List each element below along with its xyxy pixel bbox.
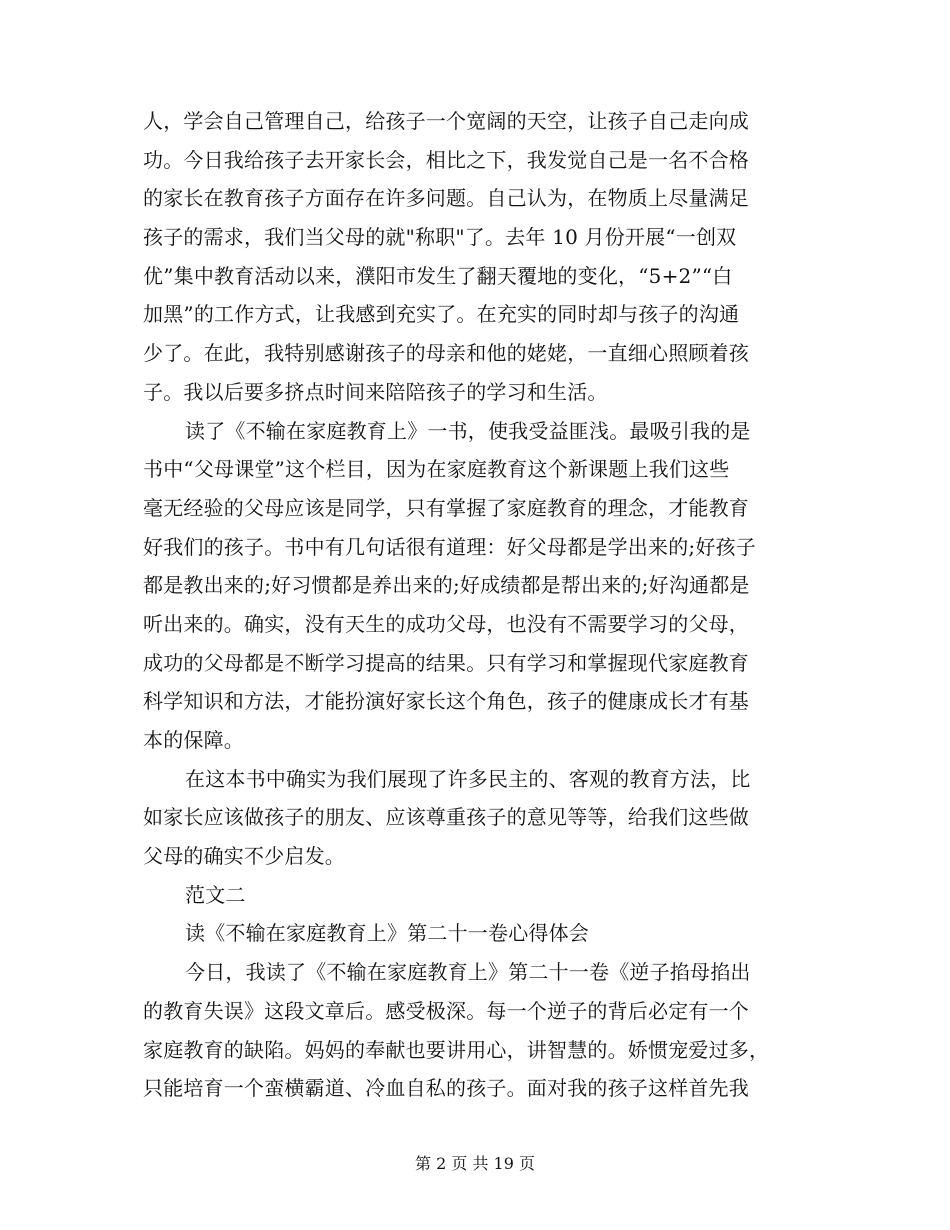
text-line: 今日，我读了《不输在家庭教育上》第二十一卷《逆子掐母掐出: [185, 960, 751, 985]
text-line: 都是教出来的;好习惯都是养出来的;好成绩都是帮出来的;好沟通都是: [143, 573, 750, 598]
text-line: 好我们的孩子。书中有几句话很有道理：好父母都是学出来的;好孩子: [143, 534, 756, 559]
text-line: 读《不输在家庭教育上》第二十一卷心得体会: [185, 921, 589, 946]
text-line: 书中“父母课堂”这个栏目，因为在家庭教育这个新课题上我们这些: [143, 457, 730, 482]
text-line: 如家长应该做孩子的朋友、应该尊重孩子的意见等等，给我们这些做: [143, 805, 749, 830]
text-line: 范文二: [185, 882, 246, 907]
text-line: 成功的父母都是不断学习提高的结果。只有学习和掌握现代家庭教育: [143, 650, 749, 675]
text-line: 父母的确实不少启发。: [143, 844, 345, 869]
document-body: [143, 102, 808, 1108]
text-line: 少了。在此，我特别感谢孩子的母亲和他的姥姥，一直细心照顾着孩: [143, 341, 749, 366]
text-line: 本的保障。: [143, 728, 244, 752]
text-line: 毫无经验的父母应该是同学，只有掌握了家庭教育的理念，才能教育: [143, 495, 749, 520]
text-line: 加黑”的工作方式，让我感到充实了。在充实的同时却与孩子的沟通: [143, 302, 740, 327]
text-line: 听出来的。确实，没有天生的成功父母，也没有不需要学习的父母，: [143, 611, 749, 636]
text-line: 只能培育一个蛮横霸道、冷血自私的孩子。面对我的孩子这样首先我: [143, 1076, 749, 1101]
text-line: 家庭教育的缺陷。妈妈的奉献也要讲用心，讲智慧的。娇惯宠爱过多，: [143, 1037, 770, 1062]
text-line: 优”集中教育活动以来，濮阳市发生了翻天覆地的变化，“5+2”“白: [143, 263, 733, 288]
text-line: 孩子的需求，我们当父母的就"称职"了。去年 10 月份开展“一创双: [143, 225, 737, 250]
text-line: 子。我以后要多挤点时间来陪陪孩子的学习和生活。: [143, 379, 608, 404]
text-line: 人，学会自己管理自己，给孩子一个宽阔的天空，让孩子自己走向成: [143, 109, 749, 133]
text-line: 的教育失误》这段文章后。感受极深。每一个逆子的背后必定有一个: [143, 998, 749, 1023]
text-line: 在这本书中确实为我们展现了许多民主的、客观的教育方法，比: [185, 766, 751, 791]
text-line: 科学知识和方法，才能扮演好家长这个角色，孩子的健康成长才有基: [143, 689, 749, 714]
text-line: 读了《不输在家庭教育上》一书，使我受益匪浅。最吸引我的是: [185, 418, 751, 443]
page-footer: 第 2 页 共 19 页: [415, 1154, 535, 1173]
text-line: 的家长在教育孩子方面存在许多问题。自己认为，在物质上尽量满足: [143, 186, 749, 211]
text-line: 功。今日我给孩子去开家长会，相比之下，我发觉自己是一名不合格: [143, 147, 749, 172]
